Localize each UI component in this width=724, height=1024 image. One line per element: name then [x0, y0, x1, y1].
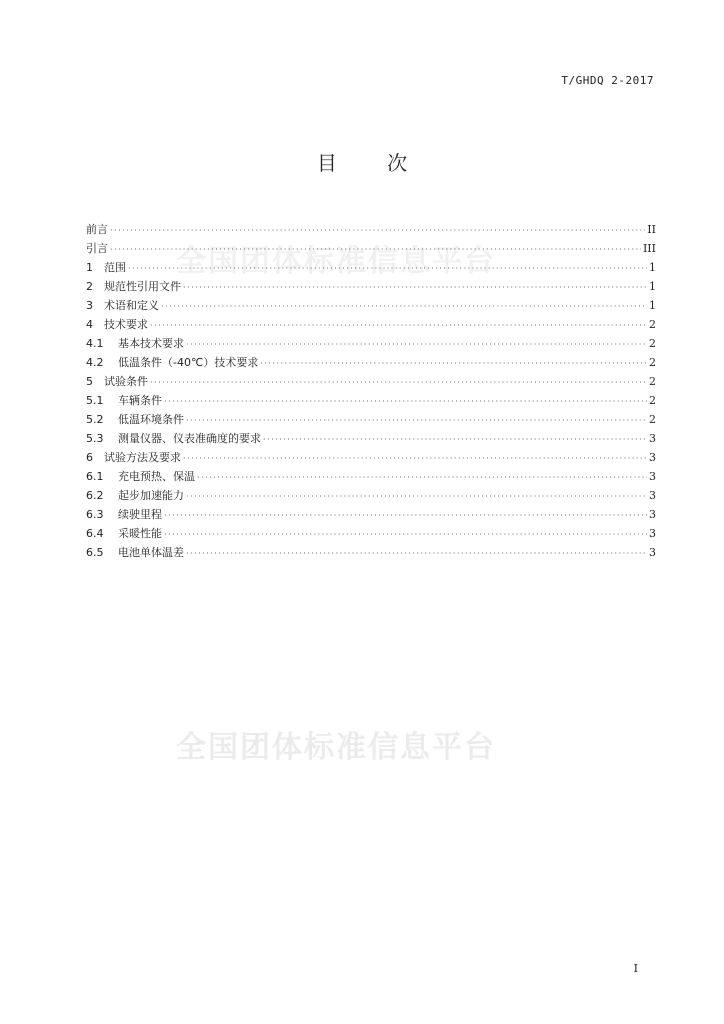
toc-entry-page: 3: [649, 508, 656, 521]
toc-leader-dots: [164, 392, 647, 411]
toc-entry[interactable]: [86, 353, 656, 372]
toc-entry[interactable]: [86, 277, 656, 296]
toc-entry-number: 6.3: [86, 508, 104, 521]
toc-entry[interactable]: [86, 486, 656, 505]
toc-leader-dots: [150, 373, 647, 392]
toc-entry-page: 2: [649, 413, 656, 426]
toc-entry-number: 6.5: [86, 546, 104, 559]
toc-entry-label: 范围: [104, 261, 126, 274]
toc-entry-page: 3: [649, 470, 656, 483]
toc-entry[interactable]: [86, 410, 656, 429]
toc-entry-label: 低温环境条件: [118, 413, 184, 426]
toc-entry-page: 3: [649, 451, 656, 464]
toc-entry-page: 3: [649, 489, 656, 502]
toc-entry[interactable]: [86, 448, 656, 467]
toc-entry[interactable]: [86, 429, 656, 448]
toc-entry-number: 2: [86, 280, 93, 293]
toc-leader-dots: [186, 411, 647, 430]
toc-entry-label: 续驶里程: [118, 508, 162, 521]
toc-entry-page: 2: [649, 337, 656, 350]
toc-leader-dots: [186, 335, 647, 354]
toc-entry-number: 4: [86, 318, 93, 331]
toc-entry-label: 测量仪器、仪表准确度的要求: [118, 432, 261, 445]
table-of-contents: [86, 220, 656, 562]
toc-entry[interactable]: [86, 220, 656, 239]
toc-entry[interactable]: [86, 543, 656, 562]
standard-code: T/GHDQ 2-2017: [561, 74, 654, 87]
toc-entry-number: 6.1: [86, 470, 104, 483]
toc-entry[interactable]: [86, 296, 656, 315]
toc-leader-dots: [186, 544, 647, 563]
toc-entry-page: 1: [649, 261, 656, 274]
toc-entry-label: 规范性引用文件: [104, 280, 181, 293]
toc-leader-dots: [110, 221, 645, 240]
toc-entry-page: 2: [649, 318, 656, 331]
toc-entry-page: 2: [649, 375, 656, 388]
toc-entry-page: III: [642, 242, 656, 255]
toc-entry-page: II: [647, 223, 656, 236]
toc-entry-number: 5.2: [86, 413, 104, 426]
toc-entry-label: 充电预热、保温: [118, 470, 195, 483]
toc-entry-page: 3: [649, 527, 656, 540]
toc-entry[interactable]: [86, 505, 656, 524]
toc-entry-number: 6.4: [86, 527, 104, 540]
toc-entry-label: 术语和定义: [104, 299, 159, 312]
toc-entry-number: 6.2: [86, 489, 104, 502]
toc-entry-label: 试验条件: [104, 375, 148, 388]
watermark: 全国团体标准信息平台: [176, 730, 496, 765]
toc-entry-label: 电池单体温差: [118, 546, 184, 559]
toc-entry-label: 技术要求: [104, 318, 148, 331]
toc-entry-number: 5.1: [86, 394, 104, 407]
toc-entry-number: 6: [86, 451, 93, 464]
toc-entry-number: 5.3: [86, 432, 104, 445]
toc-entry-label: 车辆条件: [118, 394, 162, 407]
toc-entry[interactable]: [86, 334, 656, 353]
toc-leader-dots: [197, 468, 647, 487]
toc-entry[interactable]: [86, 391, 656, 410]
page-title: 目 次: [316, 151, 430, 175]
toc-entry-label: 引言: [86, 242, 108, 255]
toc-leader-dots: [260, 354, 647, 373]
toc-leader-dots: [183, 449, 647, 468]
toc-leader-dots: [183, 278, 647, 297]
footer-page-number: I: [633, 962, 638, 975]
toc-entry-page: 3: [649, 432, 656, 445]
toc-entry[interactable]: [86, 315, 656, 334]
toc-entry-label: 采暖性能: [118, 527, 162, 540]
toc-entry-label: 试验方法及要求: [104, 451, 181, 464]
toc-entry-page: 2: [649, 356, 656, 369]
toc-entry[interactable]: [86, 372, 656, 391]
toc-leader-dots: [186, 487, 647, 506]
toc-leader-dots: [161, 297, 647, 316]
toc-leader-dots: [150, 316, 647, 335]
toc-leader-dots: [164, 506, 647, 525]
toc-leader-dots: [128, 259, 647, 278]
toc-entry-label: 前言: [86, 223, 108, 236]
toc-entry-label: 低温条件（-40℃）技术要求: [118, 356, 259, 369]
toc-leader-dots: [164, 525, 647, 544]
watermark: 全国团体标准信息平台: [176, 244, 496, 279]
toc-entry-label: 起步加速能力: [118, 489, 184, 502]
toc-entry-number: 3: [86, 299, 93, 312]
toc-entry[interactable]: [86, 258, 656, 277]
toc-entry-page: 3: [649, 546, 656, 559]
toc-leader-dots: [110, 240, 641, 259]
toc-entry-number: 4.2: [86, 356, 104, 369]
toc-entry-number: 4.1: [86, 337, 104, 350]
toc-entry-label: 基本技术要求: [118, 337, 184, 350]
toc-entry-page: 1: [649, 280, 656, 293]
toc-entry-page: 1: [649, 299, 656, 312]
toc-entry-number: 1: [86, 261, 93, 274]
toc-entry[interactable]: [86, 239, 656, 258]
toc-entry-number: 5: [86, 375, 93, 388]
toc-entry[interactable]: [86, 524, 656, 543]
toc-entry-page: 2: [649, 394, 656, 407]
toc-leader-dots: [263, 430, 647, 449]
toc-entry[interactable]: [86, 467, 656, 486]
